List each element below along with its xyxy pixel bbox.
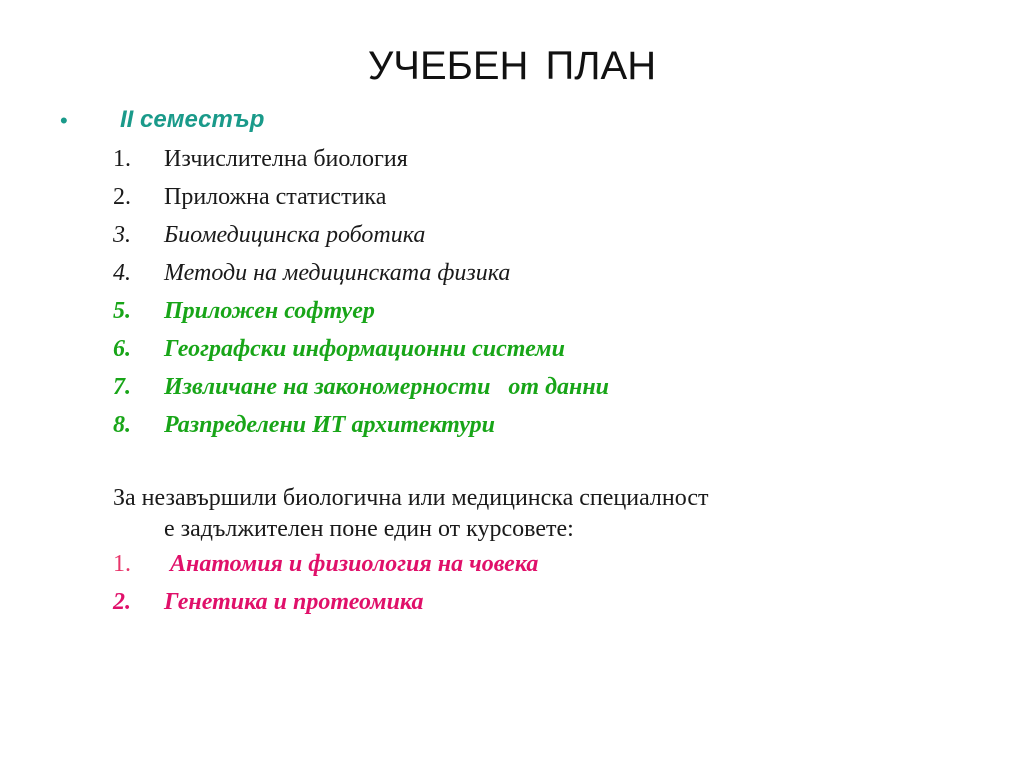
course-title: Извличане на закономерности от данни: [164, 374, 609, 400]
note-line-1: За незавършили биологична или медицинска специалност: [113, 485, 709, 511]
course-item: [113, 374, 609, 412]
course-item: [113, 412, 495, 450]
note-line-2: е задължителен поне един от курсовете:: [164, 516, 574, 542]
course-item: [113, 184, 387, 222]
course-title: Биомедицинска роботика: [164, 222, 426, 248]
course-title: Приложна статистика: [164, 184, 387, 210]
course-item: [113, 146, 408, 184]
course-title: Приложен софтуер: [164, 298, 375, 324]
required-course-title: Анатомия и физиология на човека: [164, 551, 539, 577]
required-course-item: [113, 589, 424, 627]
course-title: Методи на медицинската физика: [164, 260, 511, 286]
requirement-note: [113, 483, 709, 545]
course-item: [113, 298, 375, 336]
course-item: [113, 336, 565, 374]
course-item: [113, 222, 426, 260]
course-title: Географски информационни системи: [164, 336, 565, 362]
course-number: 1.: [113, 146, 131, 172]
course-number: 5.: [113, 298, 131, 324]
course-title: Изчислителна биология: [164, 146, 408, 172]
course-number: 7.: [113, 374, 131, 400]
course-title: Разпределени ИТ архитектури: [164, 412, 495, 438]
page-title: УЧЕБЕН ПЛАН: [367, 44, 657, 88]
course-number: 8.: [113, 412, 131, 438]
course-number: 2.: [113, 184, 131, 210]
required-course-list: [113, 551, 539, 627]
course-list: [113, 146, 609, 450]
course-number: 4.: [113, 260, 131, 286]
required-course-item: [113, 551, 539, 589]
course-item: [113, 260, 511, 298]
required-course-number: 2.: [113, 589, 131, 615]
semester-heading: II семестър: [120, 106, 265, 133]
course-number: 3.: [113, 222, 131, 248]
bullet-marker: •: [60, 108, 68, 133]
required-course-number: 1.: [113, 551, 131, 577]
course-number: 6.: [113, 336, 131, 362]
required-course-title: Генетика и протеомика: [164, 589, 424, 615]
